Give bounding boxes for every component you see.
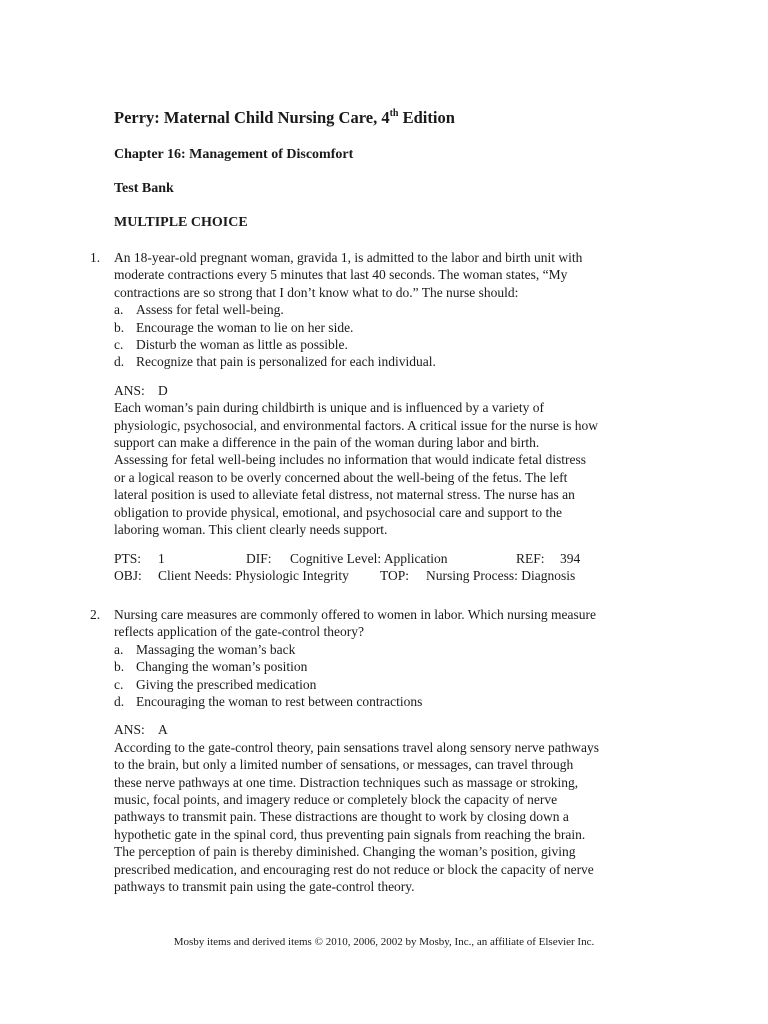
- option-text: Encouraging the woman to rest between contractions: [136, 694, 423, 710]
- question-stem-line: contractions are so strong that I don’t know what to do.” The nurse should:: [114, 284, 519, 300]
- rationale-line: laboring woman. This client clearly needs support.: [114, 522, 388, 538]
- rationale-line: According to the gate-control theory, pain sensations travel along sensory nerve pathways: [114, 739, 599, 755]
- rationale-line: to the brain, but only a limited number of sensations, or messages, can travel through: [114, 757, 574, 773]
- section-heading: MULTIPLE CHOICE: [114, 215, 248, 230]
- option-text: Assess for fetal well-being.: [136, 302, 284, 318]
- chapter-heading: Chapter 16: Management of Discomfort: [114, 147, 354, 162]
- answer-value: D: [158, 382, 168, 398]
- option-letter: d.: [114, 354, 125, 370]
- question-stem-line: reflects application of the gate-control theory?: [114, 624, 365, 640]
- question-stem-line: Nursing care measures are commonly offered to women in labor. Which nursing measure: [114, 607, 596, 622]
- title-tail: Edition: [398, 108, 455, 127]
- rationale-line: The perception of pain is thereby diminished. Changing the woman’s position, giving: [114, 844, 576, 860]
- option-letter: d.: [114, 694, 125, 710]
- question-stem-line: moderate contractions every 5 minutes that last 40 seconds. The woman states, “My: [114, 267, 568, 283]
- option-letter: b.: [114, 659, 125, 675]
- answer-value: A: [158, 722, 168, 738]
- answer-option: [114, 301, 674, 318]
- answer-key: [114, 382, 674, 399]
- option-text: Encourage the woman to lie on her side.: [136, 319, 354, 335]
- option-letter: b.: [114, 319, 125, 335]
- test-bank-heading: Test Bank: [114, 181, 174, 196]
- obj-label: OBJ:: [114, 567, 142, 583]
- question-metadata-row: [114, 550, 674, 567]
- top-label: TOP:: [380, 567, 410, 583]
- option-text: Disturb the woman as little as possible.: [136, 337, 348, 353]
- answer-option: [114, 353, 674, 370]
- answer-option: [114, 658, 674, 675]
- obj-value: Client Needs: Physiologic Integrity: [158, 567, 349, 583]
- answer-key: [114, 721, 674, 738]
- rationale-line: pathways to transmit pain using the gate-control theory.: [114, 879, 415, 895]
- answer-option: [114, 676, 674, 693]
- copyright-footer: Mosby items and derived items © 2010, 2006, 2002 by Mosby, Inc., an affiliate of Elsevier Inc.: [173, 936, 595, 948]
- question-1: [114, 249, 674, 584]
- answer-label: ANS:: [114, 382, 145, 398]
- rationale-line: physiologic, psychosocial, and environmental factors. A critical issue for the nurse is how: [114, 417, 599, 433]
- option-text: Massaging the woman’s back: [136, 641, 296, 657]
- page-title: [114, 108, 455, 128]
- option-letter: c.: [114, 337, 124, 353]
- option-letter: a.: [114, 641, 124, 657]
- dif-value: Cognitive Level: Application: [290, 550, 448, 566]
- option-text: Changing the woman’s position: [136, 659, 308, 675]
- rationale-line: pathways to transmit pain. These distractions are thought to work by closing down a: [114, 809, 569, 825]
- rationale-line: prescribed medication, and encouraging rest do not reduce or block the capacity of nerve: [114, 861, 594, 877]
- pts-label: PTS:: [114, 550, 142, 566]
- ref-label: REF:: [516, 550, 545, 566]
- rationale-line: or a logical reason to be overly concerned about the well-being of the fetus. The left: [114, 469, 568, 485]
- rationale-line: obligation to provide physical, emotional, and psychosocial care and support to the: [114, 504, 563, 520]
- pts-value: 1: [158, 550, 165, 566]
- question-number: 2.: [90, 607, 101, 622]
- answer-option: [114, 336, 674, 353]
- option-text: Recognize that pain is personalized for each individual.: [136, 354, 436, 370]
- question-2: [114, 606, 674, 896]
- rationale-line: support can make a difference in the pain of the woman during labor and birth.: [114, 435, 540, 451]
- option-text: Giving the prescribed medication: [136, 676, 317, 692]
- question-metadata-row: [114, 567, 674, 584]
- question-number: 1.: [90, 250, 101, 265]
- answer-option: [114, 319, 674, 336]
- question-stem-line: An 18-year-old pregnant woman, gravida 1, is admitted to the labor and birth unit with: [114, 250, 583, 265]
- title-main: Perry: Maternal Child Nursing Care, 4: [114, 108, 390, 127]
- rationale-line: these nerve pathways at one time. Distraction techniques such as massage or stroking,: [114, 774, 579, 790]
- answer-option: [114, 693, 674, 710]
- answer-option: [114, 641, 674, 658]
- rationale-line: hypothetic gate in the spinal cord, thus preventing pain signals from reaching the brain.: [114, 826, 586, 842]
- rationale-line: Each woman’s pain during childbirth is unique and is influenced by a variety of: [114, 400, 545, 416]
- top-value: Nursing Process: Diagnosis: [426, 567, 576, 583]
- rationale-line: music, focal points, and imagery reduce or completely block the capacity of nerve: [114, 792, 558, 808]
- option-letter: a.: [114, 302, 124, 318]
- rationale-line: lateral position is used to alleviate fetal distress, not maternal stress. The nurse has an: [114, 487, 575, 503]
- option-letter: c.: [114, 676, 124, 692]
- answer-label: ANS:: [114, 722, 145, 738]
- ref-value: 394: [560, 550, 581, 566]
- dif-label: DIF:: [246, 550, 272, 566]
- rationale-line: Assessing for fetal well-being includes no information that would indicate fetal distress: [114, 452, 587, 468]
- title-superscript: th: [389, 108, 399, 119]
